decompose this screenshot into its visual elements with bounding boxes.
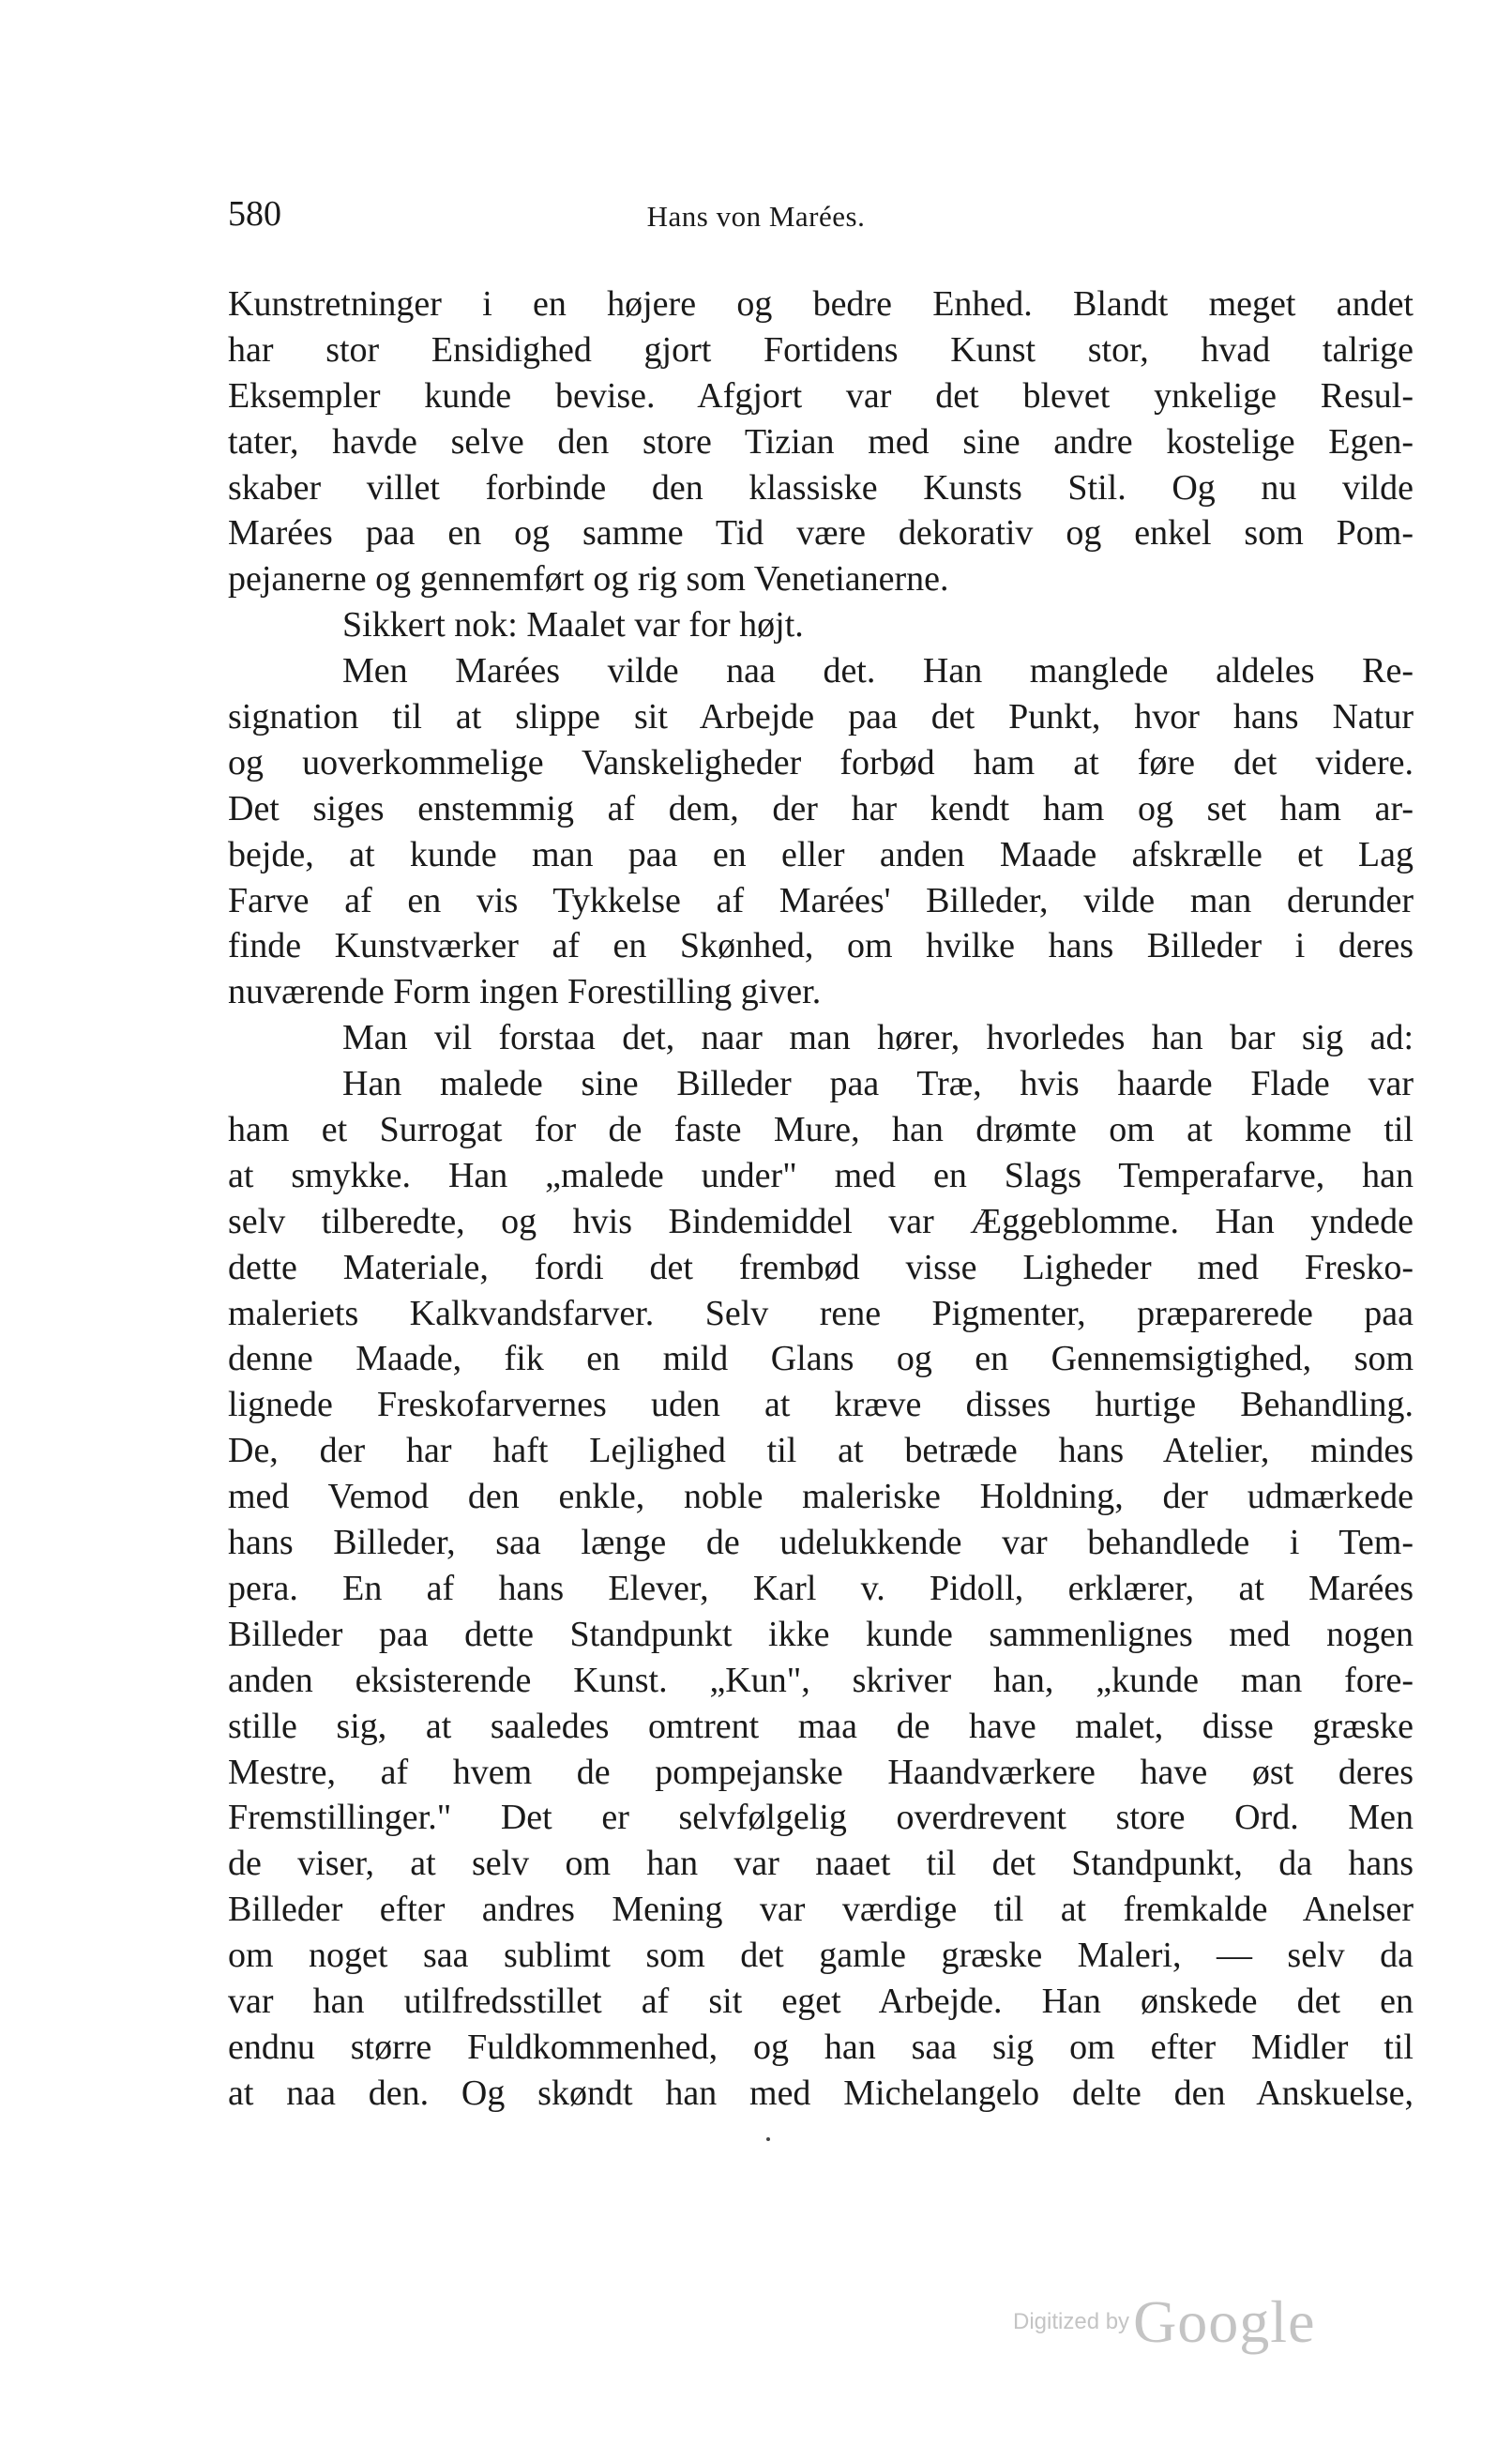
text-line: signation til at slippe sit Arbejde paa det Punkt, hvor hans Natur [228, 697, 1414, 737]
running-head: Hans von Marées. [646, 200, 866, 233]
text-line: bejde, at kunde man paa en eller anden Maade afskrælle et Lag [228, 834, 1414, 874]
text-line: Farve af en vis Tykkelse af Marées' Billeder, vilde man derunder [228, 880, 1414, 920]
text-line: denne Maade, fik en mild Glans og en Gennemsigtighed, som [228, 1339, 1414, 1379]
text-line: nuværende Form ingen Forestilling giver. [228, 972, 822, 1012]
text-line: har stor Ensidighed gjort Fortidens Kunst stor, hvad talrige [228, 329, 1414, 370]
text-line: selv tilberedte, og hvis Bindemiddel var Æggeblomme. Han yndede [228, 1201, 1414, 1241]
text-line: og uoverkommelige Vanskeligheder forbød ham at føre det videre. [228, 742, 1414, 782]
text-line: anden eksisterende Kunst. „Kun", skriver han, „kunde man fore- [228, 1660, 1414, 1700]
body-text [228, 281, 1414, 2117]
text-line: skaber villet forbinde den klassiske Kunsts Stil. Og nu vilde [228, 467, 1414, 508]
text-line: Marées paa en og samme Tid være dekorativ og enkel som Pom- [228, 513, 1414, 554]
text-line: var han utilfredsstillet af sit eget Arbejde. Han ønskede det en [228, 1981, 1414, 2021]
watermark-brand: Google [1133, 2288, 1316, 2355]
page-number: 580 [228, 194, 281, 234]
text-line: stille sig, at saaledes omtrent maa de have malet, disse græske [228, 1706, 1414, 1746]
text-line: De, der har haft Lejlighed til at betræde hans Atelier, mindes [228, 1431, 1414, 1471]
text-line: Billeder efter andres Mening var værdige til at fremkalde Anelser [228, 1890, 1414, 1930]
text-line: Kunstretninger i en højere og bedre Enhed. Blandt meget andet [228, 284, 1414, 324]
text-line: Sikkert nok: Maalet var for højt. [342, 605, 804, 646]
text-line: om noget saa sublimt som det gamle græske Maleri, — selv da [228, 1936, 1414, 1976]
text-line: Det siges enstemmig af dem, der har kendt ham og set ham ar- [228, 788, 1414, 828]
text-line: ham et Surrogat for de faste Mure, han drømte om at komme til [228, 1110, 1414, 1150]
text-line: finde Kunstværker af en Skønhed, om hvilke hans Billeder i deres [228, 926, 1414, 966]
watermark-prefix: Digitized by [1013, 2309, 1130, 2334]
text-line: Men Marées vilde naa det. Han manglede aldeles Re- [342, 651, 1414, 691]
text-line: de viser, at selv om han var naaet til det Standpunkt, da hans [228, 1844, 1414, 1884]
text-line: Eksempler kunde bevise. Afgjort var det blevet ynkelige Resul- [228, 375, 1414, 416]
text-line: dette Materiale, fordi det frembød visse Ligheder med Fresko- [228, 1247, 1414, 1287]
text-line: Han malede sine Billeder paa Træ, hvis haarde Flade var [342, 1064, 1414, 1104]
text-line: lignede Freskofarvernes uden at kræve disses hurtige Behandling. [228, 1385, 1414, 1425]
text-line: Billeder paa dette Standpunkt ikke kunde sammenlignes med nogen [228, 1614, 1414, 1654]
text-line: maleriets Kalkvandsfarver. Selv rene Pigmenter, præparerede paa [228, 1293, 1414, 1333]
text-line: tater, havde selve den store Tizian med sine andre kostelige Egen- [228, 421, 1414, 462]
text-line: pera. En af hans Elever, Karl v. Pidoll, erklærer, at Marées [228, 1568, 1414, 1608]
text-line: med Vemod den enkle, noble maleriske Holdning, der udmærkede [228, 1477, 1414, 1517]
text-line: pejanerne og gennemført og rig som Venetianerne. [228, 559, 949, 600]
footer-dot [766, 2137, 770, 2141]
text-line: Man vil forstaa det, naar man hører, hvorledes han bar sig ad: [342, 1018, 1414, 1058]
text-line: at smykke. Han „malede under" med en Slags Temperafarve, han [228, 1155, 1414, 1195]
text-line: at naa den. Og skøndt han med Michelangelo delte den Anskuelse, [228, 2073, 1414, 2113]
digitized-watermark [1013, 2287, 1315, 2357]
text-line: hans Billeder, saa længe de udelukkende var behandlede i Tem- [228, 1523, 1414, 1563]
text-line: Mestre, af hvem de pompejanske Haandværkere have øst deres [228, 1752, 1414, 1792]
text-line: endnu større Fuldkommenhed, og han saa sig om efter Midler til [228, 2027, 1414, 2067]
text-line: Fremstillinger." Det er selvfølgelig overdrevent store Ord. Men [228, 1798, 1414, 1838]
